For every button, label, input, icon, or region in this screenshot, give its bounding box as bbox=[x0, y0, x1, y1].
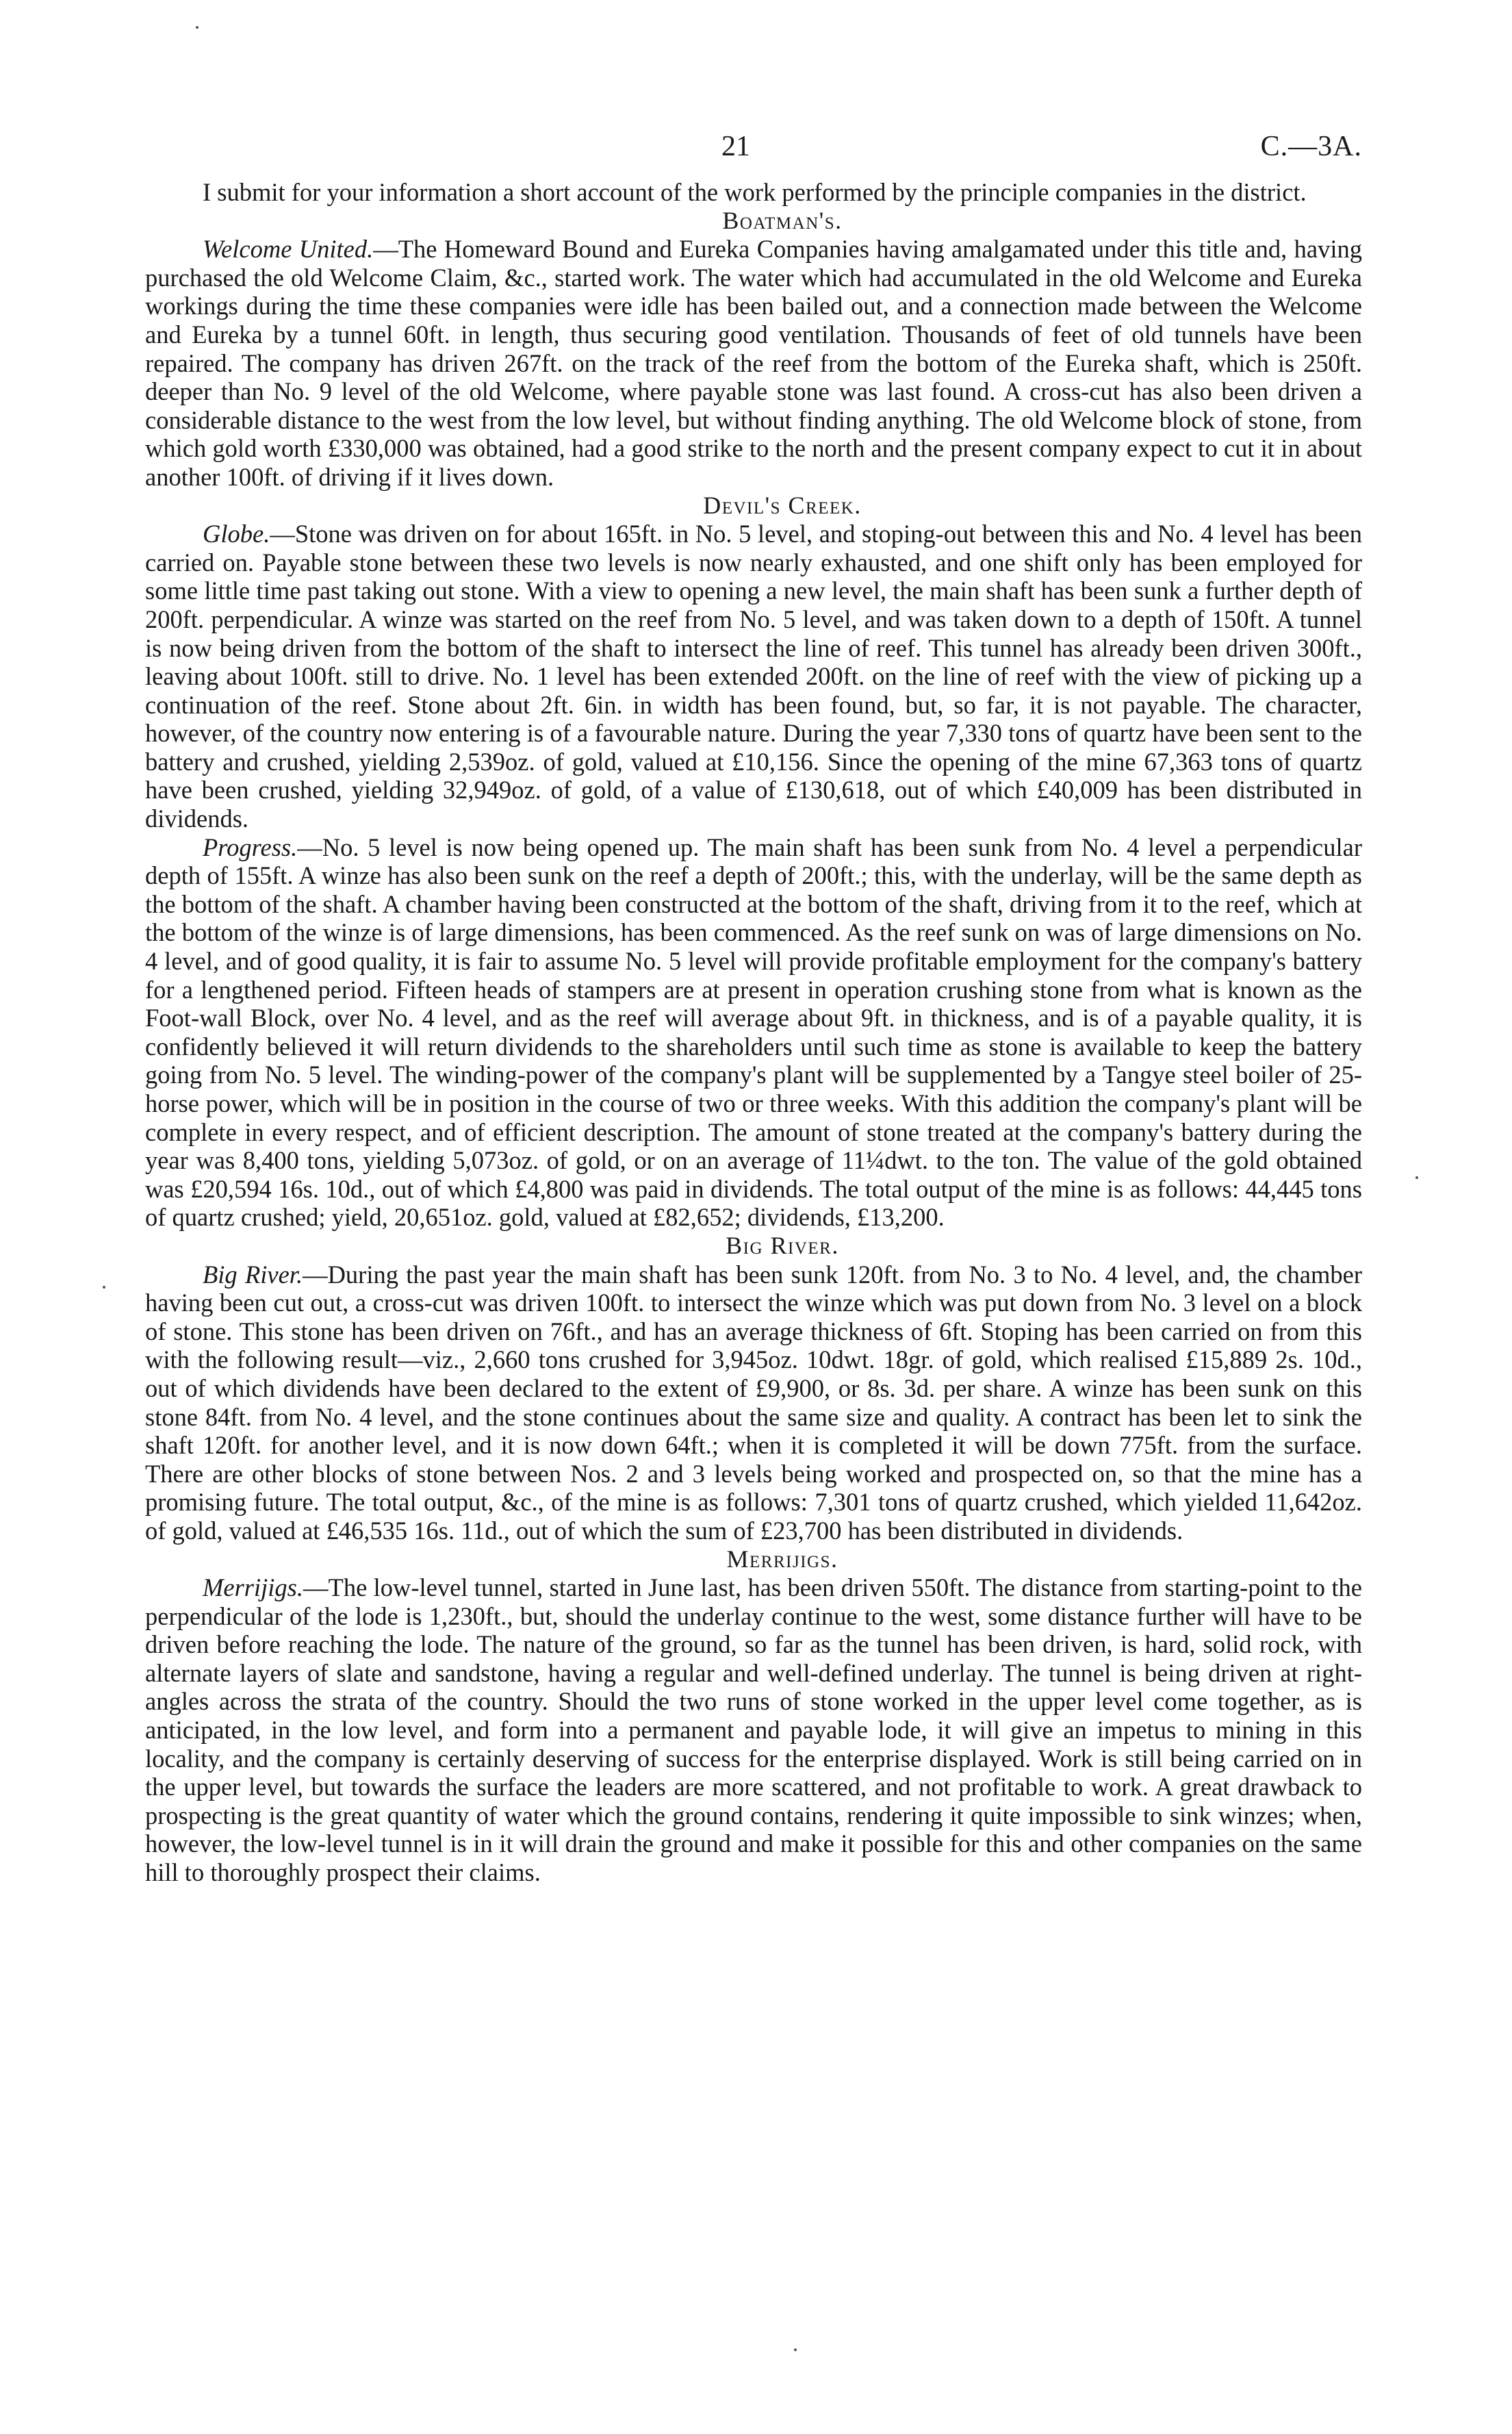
section-merrijigs bbox=[145, 1545, 1362, 1887]
document-reference: C.—3A. bbox=[1260, 131, 1362, 162]
paragraph-text: —During the past year the main shaft has been sunk 120ft. from No. 3 to No. 4 level, and, the chamber having been cut out, a cross-cut was driven 100ft. to intersect the winze which was put down from No. 3 level on a block of stone. This stone has been driven on 76ft., and has an average thickness of 6ft. Stoping has been carried on from this with the following result—viz., 2,660 tons crushed for 3,945oz. 10dwt. 18gr. of gold, which realised £15,889 2s. 10d., out of which dividends have been declared to the extent of £9,900, or 8s. 3d. per share. A winze has been sunk on this stone 84ft. from No. 4 level, and the stone continues about the same size and quality. A contract has been let to sink the shaft 120ft. for another level, and it is now down 64ft.; when it is completed it will be down 775ft. from the surface. There are other blocks of stone between Nos. 2 and 3 levels being worked and prospected on, so that the mine has a promising future. The total output, &c., of the mine is as follows: 7,301 tons of quartz crushed, which yielded 11,642oz. of gold, valued at £46,535 16s. 11d., out of which the sum of £23,700 has been distributed in dividends. bbox=[145, 1260, 1363, 1545]
paragraph-lead: Welcome United. bbox=[203, 235, 374, 264]
report-body bbox=[145, 178, 1362, 1887]
paragraph-progress bbox=[145, 833, 1362, 1232]
section-boatmans bbox=[145, 207, 1362, 492]
section-heading: Big River. bbox=[726, 1231, 839, 1259]
document-page bbox=[145, 130, 1362, 1887]
paragraph-merrijigs bbox=[145, 1573, 1362, 1887]
scan-speck bbox=[1415, 1176, 1418, 1179]
paragraph-text: —The low-level tunnel, started in June last, has been driven 550ft. The distance from starting-point to the perpendicular of the lode is 1,230ft., but, should the underlay continue to the west, some distance further will have to be driven before reaching the lode. The nature of the ground, so far as the tunnel has been driven, is hard, solid rock, with alternate layers of slate and sandstone, having a regular and well-defined underlay. The tunnel is being driven at right-angles across the strata of the country. Should the two runs of stone worked in the upper level come together, as is anticipated, in the low level, and form into a permanent and payable lode, it will give an impetus to mining in this locality, and the company is certainly deserving of success for the enterprise displayed. Work is still being carried on in the upper level, but towards the surface the leaders are more scattered, and not profitable to work. A great drawback to prospecting is the great quantity of water which the ground contains, rendering it quite impossible to sink winzes; when, however, the low-level tunnel is in it will drain the ground and make it possible for this and other companies on the same hill to thoroughly prospect their claims. bbox=[145, 1573, 1362, 1887]
page-number: 21 bbox=[721, 131, 750, 162]
section-heading: Devil's Creek. bbox=[703, 491, 862, 519]
section-heading: Merrijigs. bbox=[726, 1545, 838, 1573]
intro-paragraph: I submit for your information a short account of the work performed by the principle companies in the district. bbox=[203, 178, 1307, 206]
paragraph-lead: Progress. bbox=[203, 833, 298, 861]
paragraph-lead: Merrijigs. bbox=[203, 1573, 304, 1602]
paragraph-text: —The Homeward Bound and Eureka Companies having amalgamated under this title and, having purchased the old Welcome Claim, &c., started work. The water which had accumulated in the old Welcome and Eureka workings during the time these companies were idle has been bailed out, and a connection made between the Welcome and Eureka by a tunnel 60ft. in length, thus securing good ventilation. Thousands of feet of old tunnels have been repaired. The company has driven 267ft. on the track of the reef from the bottom of the Eureka shaft, which is 250ft. deeper than No. 9 level of the old Welcome, where payable stone was last found. A cross-cut has also been driven a considerable distance to the west from the low level, but without finding anything. The old Welcome block of stone, from which gold worth £330,000 was obtained, had a good strike to the north and the present company expect to cut it in about another 100ft. of driving if it lives down. bbox=[145, 235, 1362, 491]
scan-speck bbox=[103, 1286, 105, 1289]
paragraph-lead: Globe. bbox=[203, 520, 270, 548]
section-heading: Boatman's. bbox=[722, 206, 843, 234]
page-header bbox=[145, 130, 1362, 178]
paragraph-welcome-united bbox=[145, 235, 1362, 491]
section-devils-creek bbox=[145, 492, 1362, 1232]
paragraph-lead: Big River. bbox=[203, 1260, 303, 1289]
scan-speck bbox=[794, 2348, 797, 2351]
paragraph-globe bbox=[145, 520, 1362, 833]
paragraph-text: —Stone was driven on for about 165ft. in No. 5 level, and stoping-out between this and No. 4 level has been carried on. Payable stone between these two levels is now nearly exhausted, and one shift only has been employed for some little time past taking out stone. With a view to opening a new level, the main shaft has been sunk a further depth of 200ft. perpendicular. A winze was started on the reef from No. 5 level, and was taken down to a depth of 150ft. A tunnel is now being driven from the bottom of the shaft to intersect the line of reef. This tunnel has already been driven 300ft., leaving about 100ft. still to drive. No. 1 level has been extended 200ft. on the line of reef with the view of picking up a continuation of the reef. Stone about 2ft. 6in. in width has been found, but, so far, it is not payable. The character, however, of the country now entering is of a favourable nature. During the year 7,330 tons of quartz have been sent to the battery and crushed, yielding 2,539oz. of gold, valued at £10,156. Since the opening of the mine 67,363 tons of quartz have been crushed, yielding 32,949oz. of gold, of a value of £130,618, out of which £40,009 has been distributed in dividends. bbox=[145, 520, 1362, 833]
section-big-river bbox=[145, 1232, 1362, 1545]
paragraph-text: —No. 5 level is now being opened up. The main shaft has been sunk from No. 4 level a perpendicular depth of 155ft. A winze has also been sunk on the reef a depth of 200ft.; this, with the underlay, will be the same depth as the bottom of the shaft. A chamber having been constructed at the bottom of the shaft, driving from it to the reef, which at the bottom of the winze is of large dimensions, has been commenced. As the reef sunk on was of large dimensions on No. 4 level, and of good quality, it is fair to assume No. 5 level will provide profitable employment for the company's battery for a lengthened period. Fifteen heads of stampers are at present in operation crushing stone from what is known as the Foot-wall Block, over No. 4 level, and as the reef will average about 9ft. in thickness, and is of a payable quality, it is confidently believed it will return dividends to the shareholders until such time as stone is available to keep the battery going from No. 5 level. The winding-power of the company's plant will be supplemented by a Tangye steel boiler of 25-horse power, which will be in position in the course of two or three weeks. With this addition the company's plant will be complete in every respect, and of efficient description. The amount of stone treated at the company's battery during the year was 8,400 tons, yielding 5,073oz. of gold, or on an average of 11¼dwt. to the ton. The value of the gold obtained was £20,594 16s. 10d., out of which £4,800 was paid in dividends. The total output of the mine is as follows: 44,445 tons of quartz crushed; yield, 20,651oz. gold, valued at £82,652; dividends, £13,200. bbox=[145, 833, 1362, 1232]
scan-speck bbox=[196, 26, 198, 29]
paragraph-big-river bbox=[145, 1260, 1362, 1545]
